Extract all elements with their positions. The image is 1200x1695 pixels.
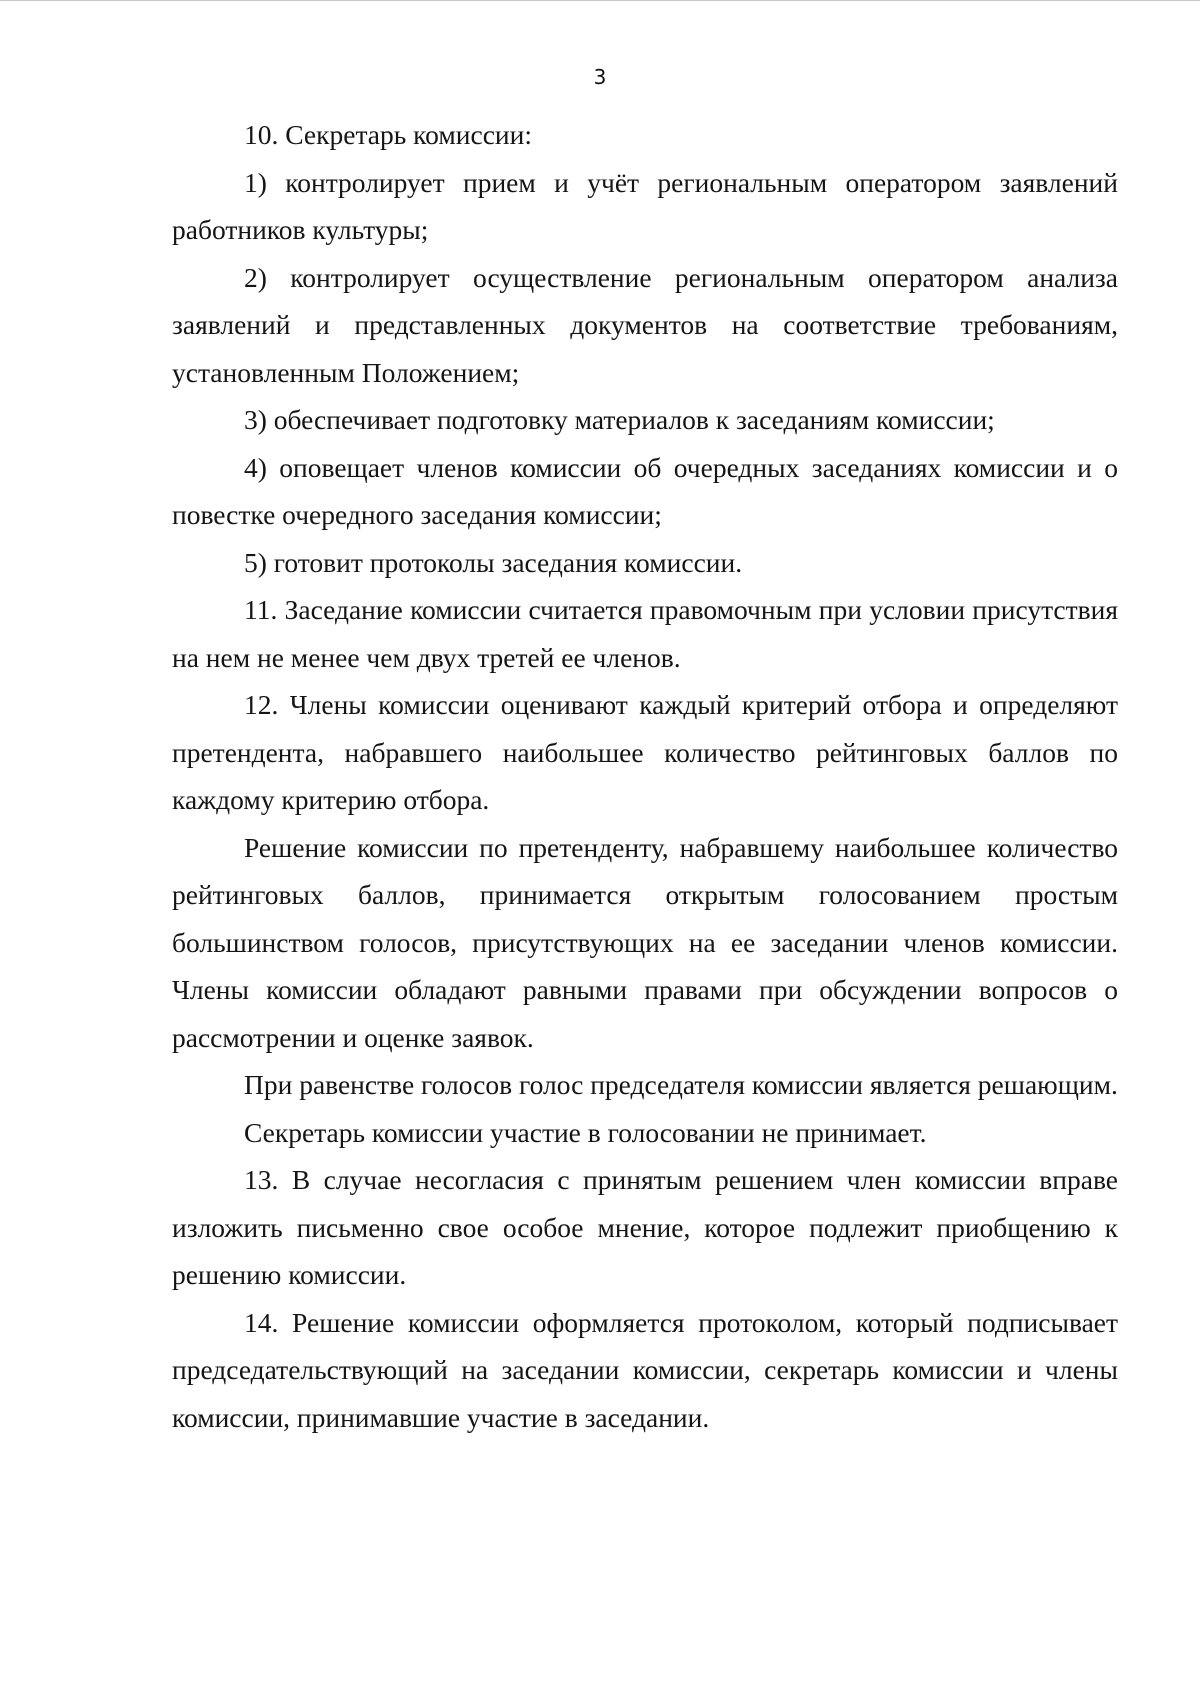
paragraph-12-secretary: Секретарь комиссии участие в голосовании не принимает. (244, 1116, 927, 1148)
paragraph-14: 14. Решение комиссии оформляется протоколом, который подписывает председательствующий на заседании комиссии, секретарь комиссии и члены комиссии, принимавшие участие в заседании. (172, 1306, 1118, 1433)
paragraph-12-tie: При равенстве голосов голос председателя комиссии является решающим. (244, 1069, 1118, 1100)
paragraph-13: 13. В случае несогласия с принятым решением член комиссии вправе изложить письменно свое особое мнение, которое подлежит приобщению к решению комиссии. (172, 1164, 1118, 1290)
paragraph-10-item-3: 3) обеспечивает подготовку материалов к заседаниям комиссии; (244, 404, 995, 435)
paragraph-12: 12. Члены комиссии оценивают каждый критерий отбора и определяют претендента, набравшего наибольшее количество рейтинговых баллов по каждому критерию отбора. (172, 689, 1118, 815)
paragraph-11: 11. Заседание комиссии считается правомочным при условии присутствия на нем не менее чем двух третей ее членов. (172, 594, 1118, 673)
paragraph-12-decision: Решение комиссии по претенденту, набравшему наибольшее количество рейтинговых баллов, принимается открытым голосованием простым большинством голосов, присутствующих на ее заседании членов комиссии. Члены комиссии обладают равными правами при обсуждении вопросов о рассмотрении и оценке заявок. (172, 831, 1118, 1053)
paragraph-10-heading: 10. Секретарь комиссии: (244, 119, 532, 150)
document-body (172, 111, 1118, 1441)
paragraph-10-item-5: 5) готовит протоколы заседания комиссии. (244, 546, 743, 578)
paragraph-10-item-1: 1) контролирует прием и учёт региональным оператором заявлений работников культуры; (172, 166, 1118, 245)
paragraph-10-item-4: 4) оповещает членов комиссии об очередных заседаниях комиссии и о повестке очередного заседания комиссии; (172, 451, 1118, 530)
page-number: 3 (593, 65, 607, 89)
paragraph-10-item-2: 2) контролирует осуществление региональным оператором анализа заявлений и представленных документов на соответствие требованиям, установленным Положением; (172, 261, 1118, 388)
